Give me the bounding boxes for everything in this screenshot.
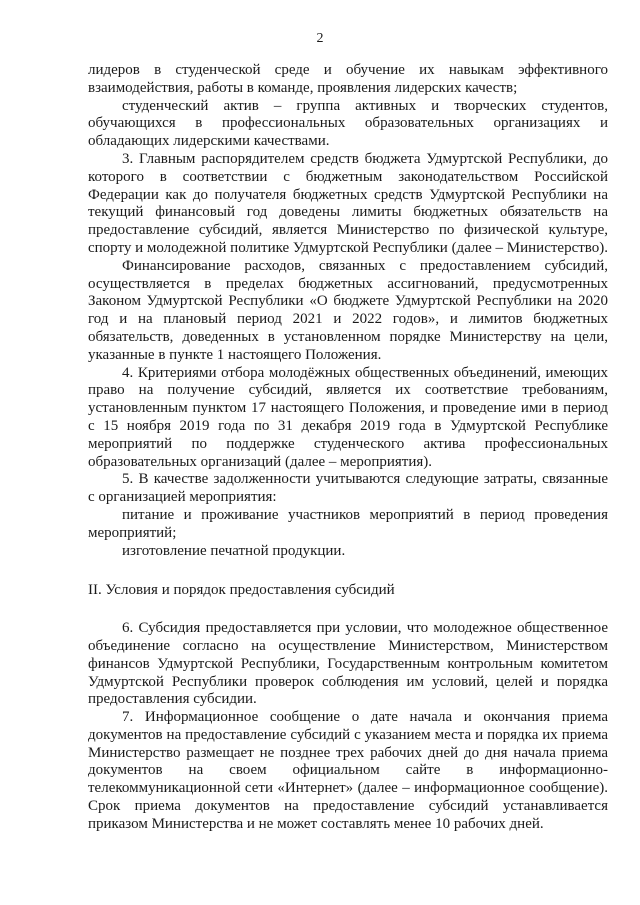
paragraph-student-activists-definition: студенческий актив – группа активных и творческих студентов, обучающихся в профессиональных образовательных организациях и обладающих лидерскими качествами. — [88, 97, 608, 150]
section-heading: II. Условия и порядок предоставления субсидий — [88, 582, 395, 599]
paragraph-3-chief-administrator: 3. Главным распорядителем средств бюджета Удмуртской Республики, до которого в соответствии с бюджетным законодательством Российской Федерации как до получателя бюджетных средств Удмуртской Республики на текущий финансовый год доведены лимиты бюджетных обязательств на предоставление субсидий, является Министерство по физической культуре, спорту и молодежной политике Удмуртской Республики (далее – Министерство). — [88, 150, 609, 256]
list-item-food-accommodation: питание и проживание участников мероприятий в период проведения мероприятий; — [88, 506, 608, 541]
paragraph-4-selection-criteria: 4. Критериями отбора молодёжных общественных объединений, имеющих право на получение субсидий, является их соответствие требованиям, установленным пунктом 17 настоящего Положения, и проведение ими в период с 15 ноября 2019 года по 31 декабря 2019 года в Удмуртской Республике мероприятий по поддержке студенческого актива профессиональных образовательных организаций (далее – мероприятия). — [88, 364, 608, 470]
document-body — [88, 62, 608, 834]
paragraph-5-costs: 5. В качестве задолженности учитываются следующие затраты, связанные с организацией мероприятия: — [88, 471, 608, 506]
list-item-printing: изготовление печатной продукции. — [122, 542, 346, 559]
paragraph-leaders-continuation: лидеров в студенческой среде и обучение их навыкам эффективного взаимодействия, работы в команде, проявления лидерских качеств; — [88, 62, 608, 96]
paragraph-6-subsidy-condition: 6. Субсидия предоставляется при условии, что молодежное общественное объединение согласно на осуществление Министерством, Министерством финансов Удмуртской Республики, Государственным контрольным комитетом Удмуртской Республики проверок соблюдения им условий, целей и порядка предоставления субсидии. — [88, 620, 608, 708]
page-number: 2 — [316, 31, 324, 46]
paragraph-7-information-notice: 7. Информационное сообщение о дате начала и окончания приема документов на предоставление субсидий с указанием места и порядка их приема Министерство размещает не позднее трех рабочих дней до дня начала приема документов на своем официальном сайте в информационно-телекоммуникационной сети «Интернет» (далее – информационное сообщение). Срок приема документов на предоставление субсидий устанавливается приказом Министерства и не может составлять менее 10 рабочих дней. — [88, 709, 608, 832]
paragraph-financing: Финансирование расходов, связанных с предоставлением субсидий, осуществляется в пределах бюджетных ассигнований, предусмотренных Законом Удмуртской Республики «О бюджете Удмуртской Республики на 2020 год и на плановый период 2021 и 2022 годов», и лимитов бюджетных обязательств, доведенных в установленном порядке Министерству на цели, указанные в пункте 1 настоящего Положения. — [88, 257, 608, 363]
